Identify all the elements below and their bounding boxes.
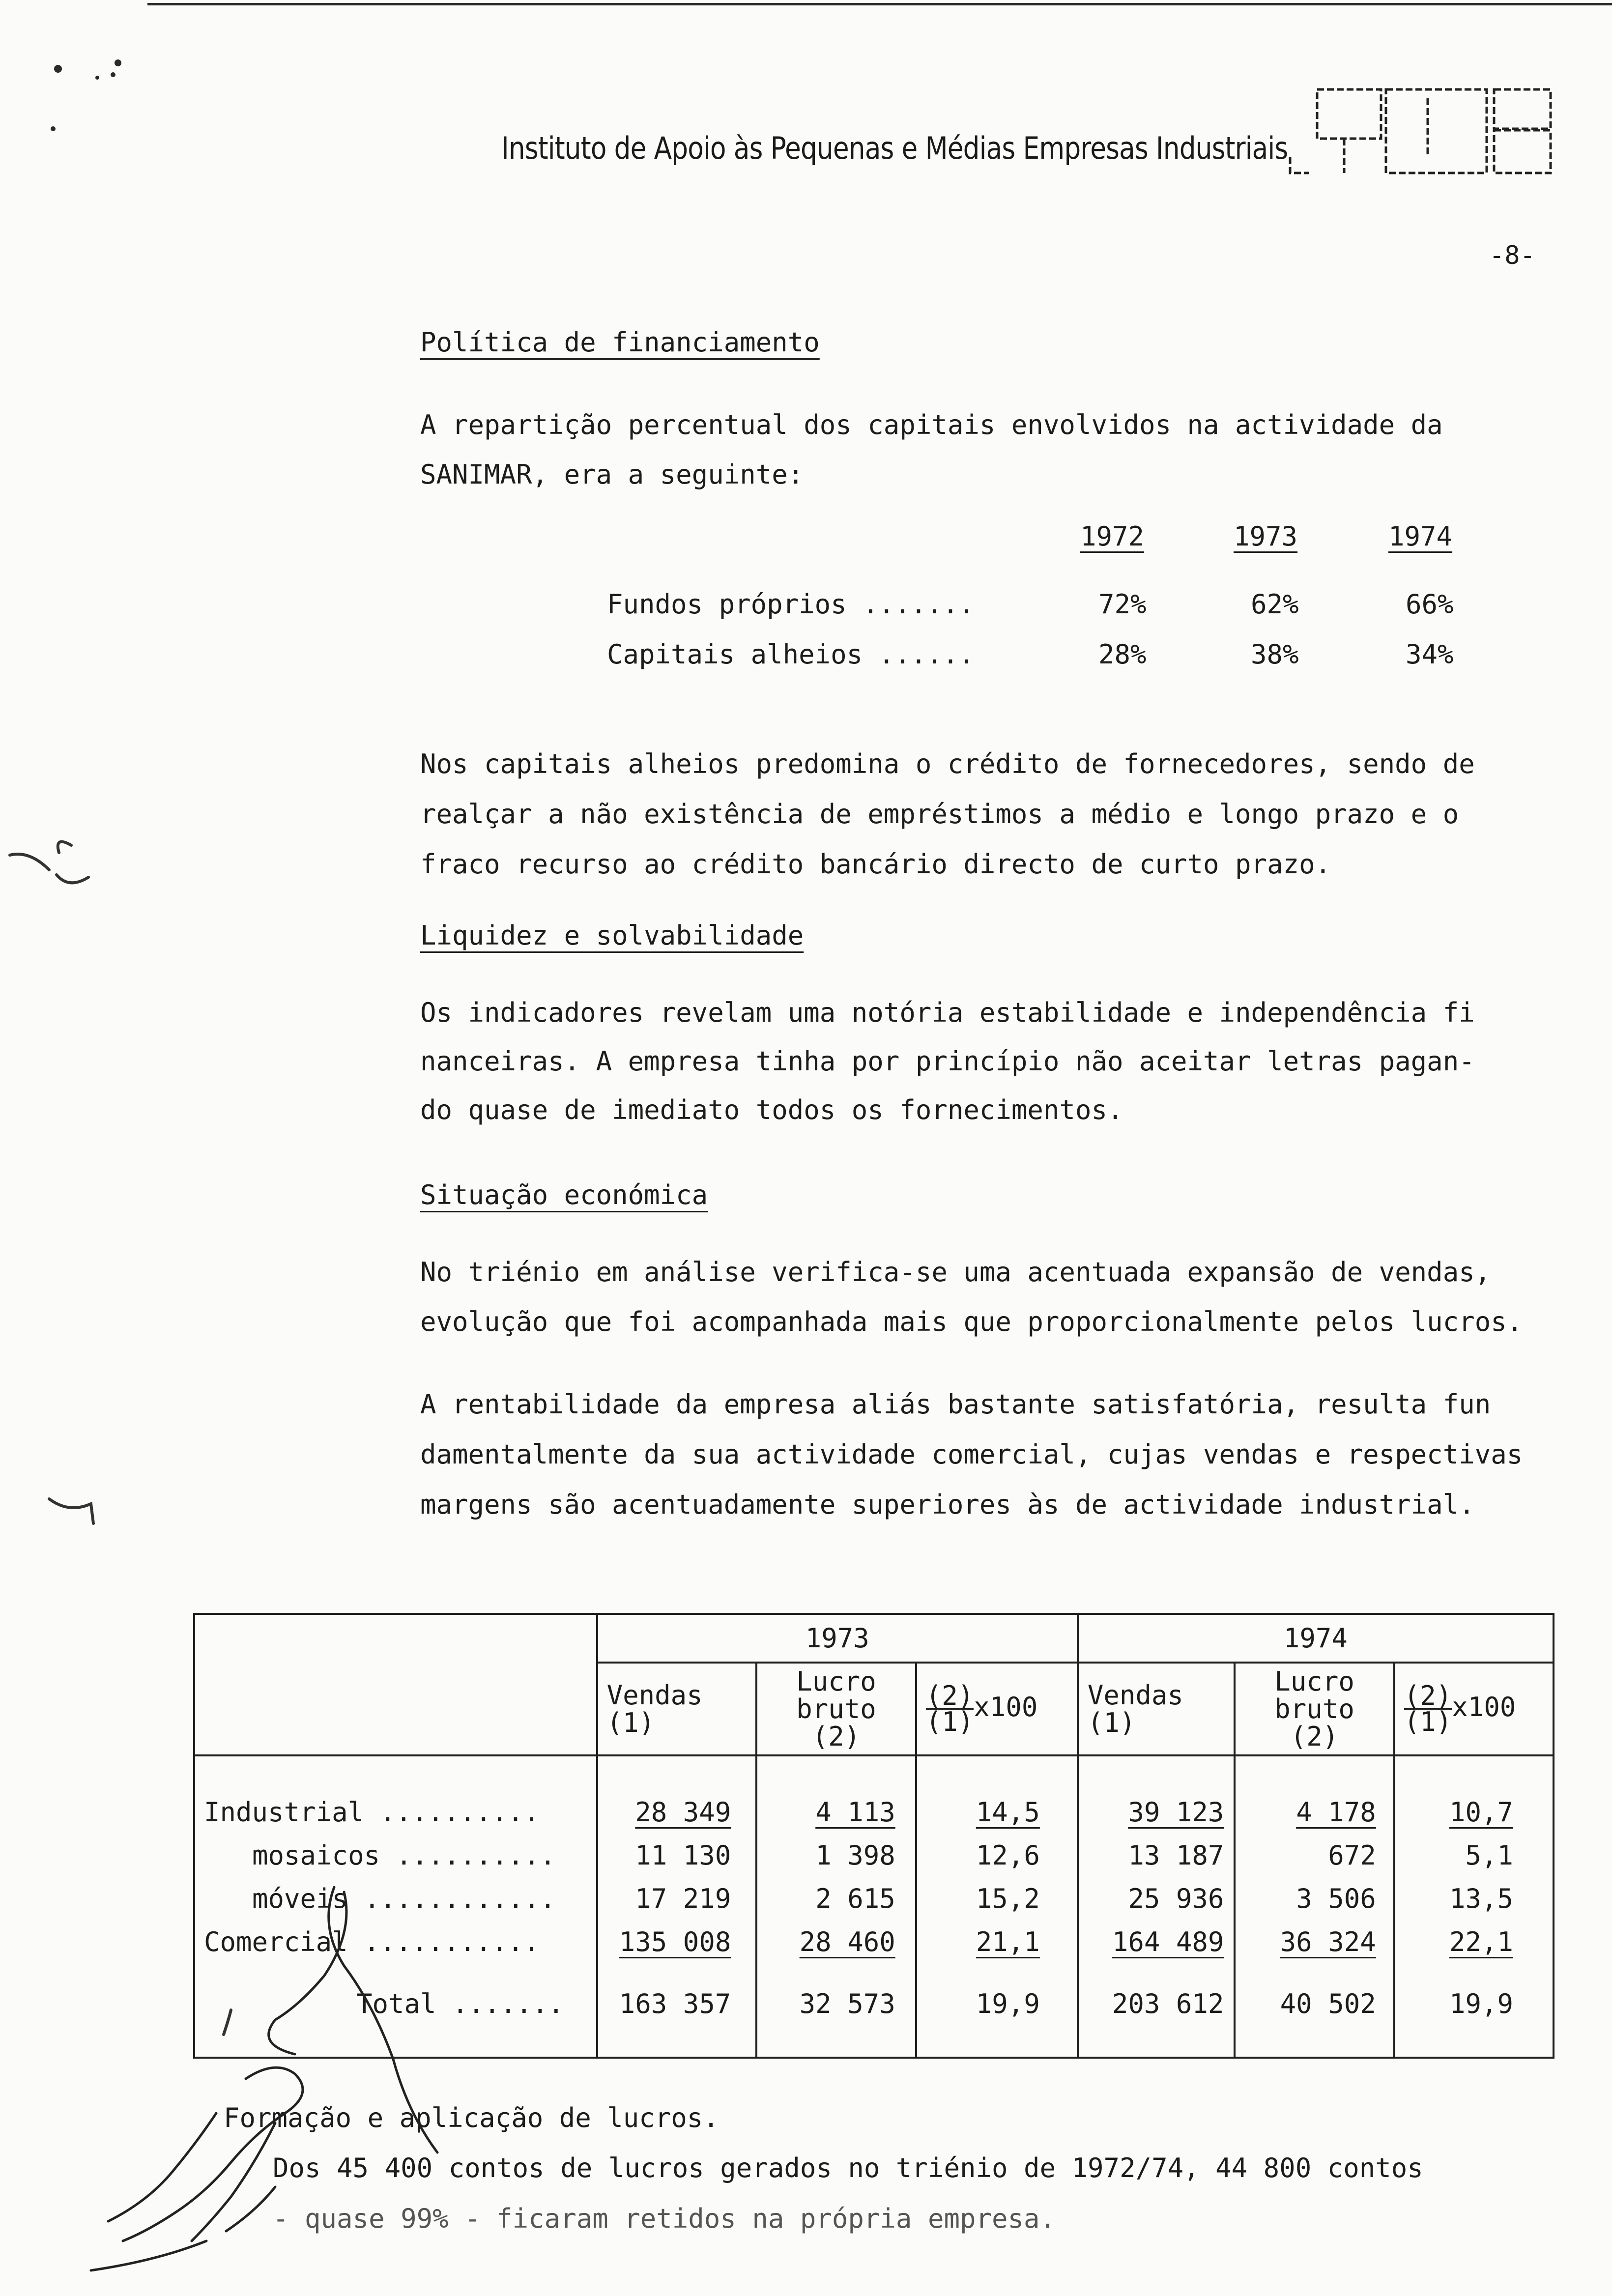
cell-industrial-l73: 4 113	[815, 1797, 895, 1828]
ratio-multiplier: x100	[1452, 1692, 1516, 1723]
own-funds-1974: 66%	[1406, 589, 1454, 620]
year-1973: 1973	[1234, 521, 1298, 552]
col-values-ratio-1974	[1394, 1755, 1554, 2058]
col-vendas-1974	[1078, 1663, 1235, 1755]
ratio-multiplier: x100	[974, 1692, 1038, 1723]
section-title-liquidity: Liquidez e solvabilidade	[420, 920, 804, 951]
col-vendas-number: (1)	[606, 1707, 655, 1738]
profits-line2: - quase 99% - ficaram retidos na própria empresa.	[273, 2203, 1056, 2234]
col-values-lucro-1973	[756, 1755, 916, 2058]
cell-comercial-l74: 36 324	[1280, 1926, 1376, 1957]
cell-moveis-r73: 15,2	[976, 1883, 1040, 1914]
cell-industrial-l74: 4 178	[1296, 1797, 1376, 1828]
economic-p1-line1: No triénio em análise verifica-se uma acentuada expansão de vendas,	[420, 1257, 1491, 1288]
section-title-economic: Situação económica	[420, 1179, 708, 1210]
external-capital-1973: 38%	[1251, 639, 1299, 670]
year-1972: 1972	[1080, 521, 1145, 552]
cell-comercial-l73: 28 460	[799, 1926, 895, 1957]
col-values-vendas-1973	[597, 1755, 757, 2058]
cell-moveis-r74: 13,5	[1449, 1883, 1513, 1914]
financing-para-line3: fraco recurso ao crédito bancário directo de curto prazo.	[420, 849, 1331, 880]
economic-p2-line2: damentalmente da sua actividade comercial, cujas vendas e respectivas	[420, 1439, 1523, 1470]
table-year-1973: 1973	[597, 1614, 1078, 1663]
ratio-numerator: (2)	[925, 1680, 974, 1711]
own-funds-1973: 62%	[1251, 589, 1299, 620]
cell-comercial-v74: 164 489	[1112, 1926, 1224, 1957]
financing-para-line2: realçar a não existência de empréstimos a médio e longo prazo e o	[420, 799, 1459, 830]
cell-industrial-v74: 39 123	[1128, 1797, 1224, 1828]
cell-moveis-v74: 25 936	[1128, 1883, 1224, 1914]
institute-header: Instituto de Apoio às Pequenas e Médias Empresas Industriais	[501, 130, 1288, 166]
col-values-ratio-1973	[916, 1755, 1078, 2058]
cell-moveis-v73: 17 219	[635, 1883, 731, 1914]
cell-total-l73: 32 573	[799, 1988, 895, 2019]
ratio-denominator: (1)	[1404, 1706, 1452, 1737]
cell-total-v73: 163 357	[619, 1988, 731, 2019]
liquidity-line2: nanceiras. A empresa tinha por princípio não aceitar letras pagan-	[420, 1046, 1475, 1077]
table-year-1974: 1974	[1078, 1614, 1554, 1663]
row-label-mosaicos: mosaicos ..........	[252, 1840, 556, 1871]
sales-profit-table	[193, 1613, 1554, 2059]
cell-comercial-r74: 22,1	[1449, 1926, 1513, 1957]
col-vendas-label: Vendas	[606, 1679, 703, 1711]
col-vendas-number: (1)	[1087, 1707, 1136, 1738]
profits-title: Formação e aplicação de lucros.	[224, 2102, 719, 2133]
col-lucro-1974	[1235, 1663, 1394, 1755]
col-lucro-label1: Lucro	[1274, 1665, 1354, 1697]
table-corner-cell	[194, 1614, 597, 1755]
cell-comercial-r73: 21,1	[976, 1926, 1040, 1957]
col-lucro-number: (2)	[812, 1721, 861, 1752]
ratio-denominator: (1)	[925, 1706, 974, 1737]
col-vendas-label: Vendas	[1087, 1679, 1183, 1711]
cell-industrial-r73: 14,5	[976, 1797, 1040, 1828]
col-lucro-1973	[756, 1663, 916, 1755]
col-values-vendas-1974	[1078, 1755, 1235, 2058]
external-capital-1972: 28%	[1098, 639, 1147, 670]
institute-logo	[1285, 84, 1553, 177]
year-1974: 1974	[1388, 521, 1453, 552]
cell-total-l74: 40 502	[1280, 1988, 1376, 2019]
cell-industrial-r74: 10,7	[1449, 1797, 1513, 1828]
cell-mosaicos-r74: 5,1	[1465, 1840, 1513, 1871]
economic-p1-line2: evolução que foi acompanhada mais que proporcionalmente pelos lucros.	[420, 1306, 1523, 1337]
cell-total-r73: 19,9	[976, 1988, 1040, 2019]
col-values-lucro-1974	[1235, 1755, 1394, 2058]
cell-mosaicos-v74: 13 187	[1128, 1840, 1224, 1871]
cell-mosaicos-r73: 12,6	[976, 1840, 1040, 1871]
section-title-financing: Política de financiamento	[420, 327, 820, 358]
row-labels-cell	[194, 1755, 597, 2058]
economic-p2-line3: margens são acentuadamente superiores às de actividade industrial.	[420, 1489, 1475, 1520]
financing-para-line1: Nos capitais alheios predomina o crédito de fornecedores, sendo de	[420, 748, 1475, 779]
col-lucro-label2: bruto	[1274, 1693, 1354, 1724]
economic-p2-line1: A rentabilidade da empresa aliás bastante satisfatória, resulta fun	[420, 1389, 1491, 1420]
own-funds-label: Fundos próprios .......	[607, 589, 975, 620]
profits-line1: Dos 45 400 contos de lucros gerados no triénio de 1972/74, 44 800 contos	[273, 2152, 1423, 2183]
cell-total-r74: 19,9	[1449, 1988, 1513, 2019]
col-lucro-label1: Lucro	[796, 1665, 876, 1697]
financing-intro-line1: A repartição percentual dos capitais envolvidos na actividade da	[420, 409, 1443, 440]
col-ratio-1973	[916, 1663, 1078, 1755]
cell-mosaicos-l73: 1 398	[815, 1840, 895, 1871]
cell-moveis-l74: 3 506	[1296, 1883, 1376, 1914]
page-number: -8-	[1489, 241, 1535, 270]
col-vendas-1973	[597, 1663, 757, 1755]
external-capital-label: Capitais alheios ......	[607, 639, 975, 670]
cell-industrial-v73: 28 349	[635, 1797, 731, 1828]
cell-mosaicos-v73: 11 130	[635, 1840, 731, 1871]
ratio-numerator: (2)	[1404, 1680, 1452, 1711]
financing-intro-line2: SANIMAR, era a seguinte:	[420, 459, 804, 490]
col-lucro-number: (2)	[1290, 1721, 1339, 1752]
row-label-moveis: móveis ............	[252, 1883, 556, 1914]
col-lucro-label2: bruto	[796, 1693, 876, 1724]
row-label-total: Total .......	[356, 1988, 564, 2019]
own-funds-1972: 72%	[1098, 589, 1147, 620]
row-label-comercial: Comercial ...........	[204, 1926, 540, 1957]
cell-total-v74: 203 612	[1112, 1988, 1224, 2019]
cell-moveis-l73: 2 615	[815, 1883, 895, 1914]
external-capital-1974: 34%	[1406, 639, 1454, 670]
cell-mosaicos-l74: 672	[1328, 1840, 1376, 1871]
liquidity-line1: Os indicadores revelam uma notória estabilidade e independência fi	[420, 997, 1475, 1028]
row-label-industrial: Industrial ..........	[204, 1797, 540, 1828]
cell-comercial-v73: 135 008	[619, 1926, 731, 1957]
liquidity-line3: do quase de imediato todos os fornecimentos.	[420, 1094, 1123, 1125]
col-ratio-1974	[1394, 1663, 1554, 1755]
top-edge-line	[147, 3, 1612, 5]
